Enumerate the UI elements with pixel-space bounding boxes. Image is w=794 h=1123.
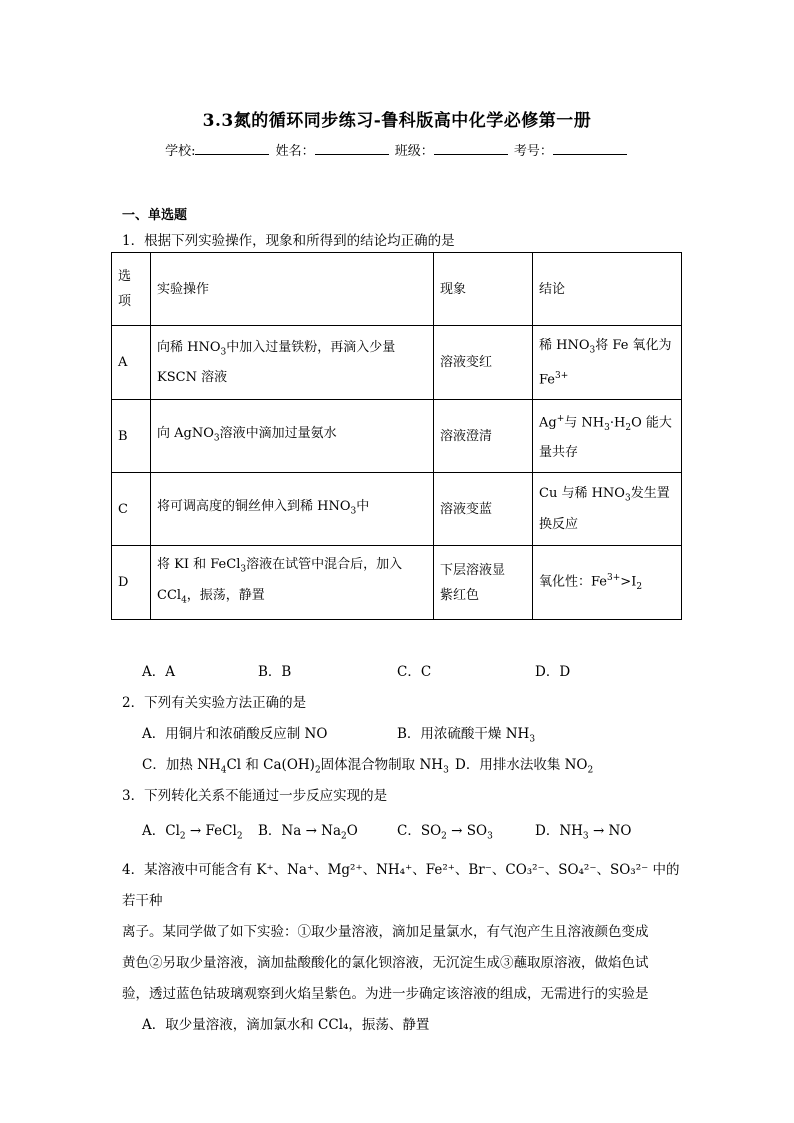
school-blank[interactable] bbox=[195, 142, 269, 155]
table-row bbox=[112, 473, 682, 546]
q1-table bbox=[111, 252, 682, 620]
student-info-line bbox=[0, 140, 794, 159]
q2-option-a[interactable]: A．用铜片和浓硝酸反应制 NO bbox=[142, 726, 328, 742]
q2-option-c[interactable]: C．加热 $NH_4Cl$ 和 $Ca(OH)_2$固体混合物制取 $NH_3$ bbox=[142, 757, 449, 776]
table-header-row bbox=[112, 253, 682, 326]
row-key: B bbox=[112, 400, 151, 473]
row-conclusion: Cu 与稀 $HNO_3$发生置 换反应 bbox=[533, 473, 682, 546]
number-blank[interactable] bbox=[553, 142, 627, 155]
q2-option-d[interactable]: D．用排水法收集 $NO_2$ bbox=[455, 757, 594, 776]
class-blank[interactable] bbox=[434, 142, 508, 155]
q2-option-b[interactable]: B．用浓硫酸干燥 $NH_3$ bbox=[397, 726, 536, 745]
q1-option-c[interactable]: C．C bbox=[397, 664, 432, 680]
row-phenomenon: 溶液变红 bbox=[434, 326, 533, 400]
q4-line: 黄色②另取少量溶液，滴加盐酸酸化的氯化钡溶液，无沉淀生成③蘸取原溶液，做焰色试 bbox=[122, 955, 649, 971]
number-label: 考号： bbox=[513, 144, 553, 159]
row-phenomenon: 溶液变蓝 bbox=[434, 473, 533, 546]
q3-option-d[interactable]: D．$NH_3$ → NO bbox=[535, 823, 632, 842]
q4-stem bbox=[122, 855, 682, 1041]
q4-line: 离子。某同学做了如下实验：①取少量溶液，滴加足量氯水，有气泡产生且溶液颜色变成 bbox=[122, 924, 649, 940]
row-conclusion: 氧化性：$Fe^{3+}>I_2$ bbox=[533, 546, 682, 620]
q4-line: 4．某溶液中可能含有 K⁺、Na⁺、Mg²⁺、NH₄⁺、Fe²⁺、Br⁻、CO₃²⁻、SO₄²⁻、SO₃²⁻ 中的若干种 bbox=[122, 862, 680, 909]
row-operation: 向 AgNO$_3$溶液中滴加过量氨水 bbox=[151, 400, 434, 473]
q1-option-d[interactable]: D．D bbox=[535, 664, 571, 680]
header-conclusion: 结论 bbox=[533, 253, 682, 326]
name-blank[interactable] bbox=[315, 142, 389, 155]
q1-option-b[interactable]: B．B bbox=[258, 664, 292, 680]
q4-line: 验，透过蓝色钴玻璃观察到火焰呈紫色。为进一步确定该溶液的组成，无需进行的实验是 bbox=[122, 986, 649, 1002]
page-title: 3.3氮的循环同步练习-鲁科版高中化学必修第一册 bbox=[202, 111, 592, 131]
row-phenomenon: 溶液澄清 bbox=[434, 400, 533, 473]
row-key: C bbox=[112, 473, 151, 546]
header-operation: 实验操作 bbox=[151, 253, 434, 326]
table-row bbox=[112, 546, 682, 620]
row-operation: 将可调高度的铜丝伸入到稀 $HNO_3$中 bbox=[151, 473, 434, 546]
q2-stem: 2．下列有关实验方法正确的是 bbox=[122, 695, 307, 711]
row-key: A bbox=[112, 326, 151, 400]
q1-option-a[interactable]: A．A bbox=[142, 664, 175, 680]
q3-option-c[interactable]: C．$SO_2 \to SO_3$ bbox=[397, 823, 493, 842]
table-row bbox=[112, 326, 682, 400]
row-key: D bbox=[112, 546, 151, 620]
q3-option-a[interactable]: A．$Cl_2$ → FeCl$_2$ bbox=[142, 823, 243, 842]
q3-stem: 3．下列转化关系不能通过一步反应实现的是 bbox=[122, 788, 388, 804]
row-phenomenon: 下层溶液显 紫红色 bbox=[434, 546, 533, 620]
q3-option-b[interactable]: B．$Na \to Na_2O$ bbox=[258, 823, 358, 842]
row-conclusion: Ag+与 $NH_3\cdot H_2O$ 能大 量共存 bbox=[533, 400, 682, 473]
row-operation: 向稀 $HNO_3$中加入过量铁粉，再滴入少量 KSCN 溶液 bbox=[151, 326, 434, 400]
row-operation: 将 KI 和 FeCl$_3$溶液在试管中混合后，加入 CCl$_4$，振荡，静置 bbox=[151, 546, 434, 620]
name-label: 姓名： bbox=[275, 144, 315, 159]
row-conclusion: 稀 $HNO_3$将 Fe 氧化为 $Fe^{3+}$ bbox=[533, 326, 682, 400]
q4-option-a[interactable]: A．取少量溶液，滴加氯水和 CCl₄，振荡、静置 bbox=[142, 1017, 430, 1033]
q1-stem: 1．根据下列实验操作，现象和所得到的结论均正确的是 bbox=[122, 233, 455, 249]
class-label: 班级： bbox=[394, 144, 434, 159]
school-label: 学校: bbox=[165, 144, 196, 159]
section-heading: 一、单选题 bbox=[122, 208, 188, 223]
header-option: 选 项 bbox=[112, 253, 151, 326]
header-phenomenon: 现象 bbox=[434, 253, 533, 326]
table-row bbox=[112, 400, 682, 473]
